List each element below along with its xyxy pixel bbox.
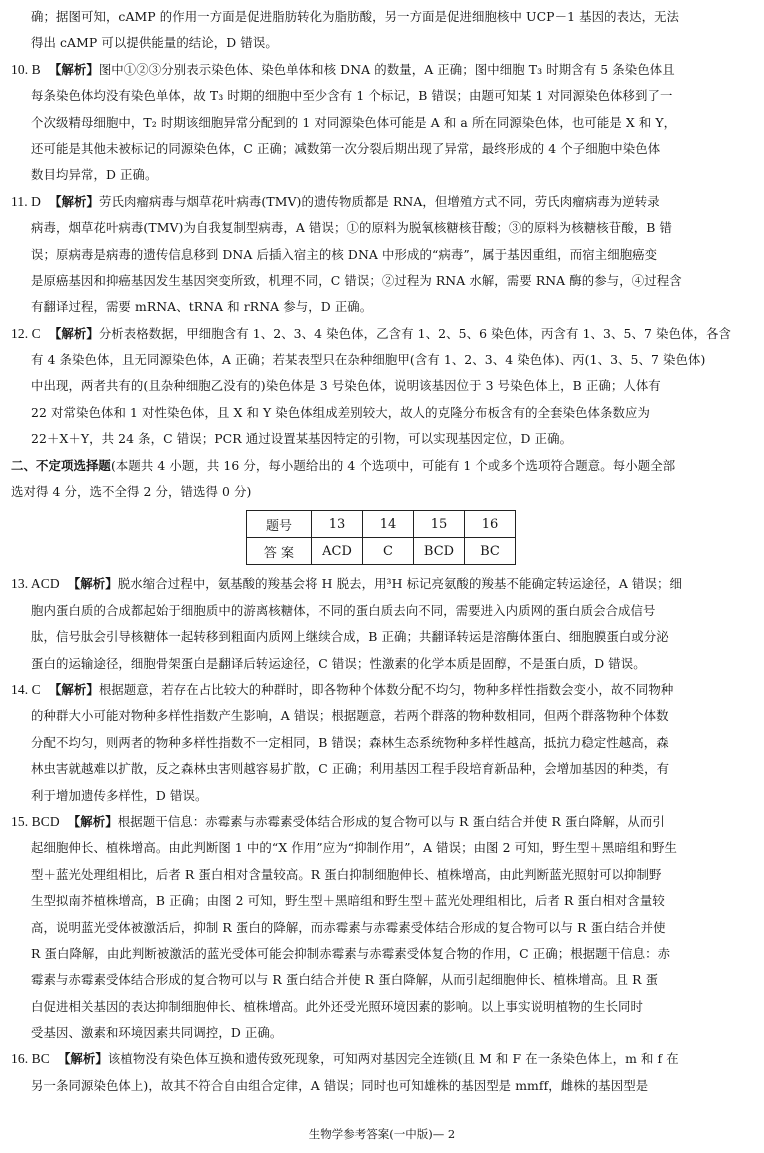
text-line bbox=[11, 373, 751, 399]
text-line bbox=[11, 1020, 751, 1046]
analysis-tag: 【解析】 bbox=[48, 61, 99, 77]
text-line bbox=[11, 453, 751, 479]
table-header-answer: 答 案 bbox=[247, 538, 312, 565]
text-line bbox=[11, 30, 751, 56]
line-text: 是原癌基因和抑癌基因发生基因突变所致，机理不同，C 错误；②过程为 RNA 水解，需要 RNA 酶的参与，④过程含 bbox=[31, 272, 682, 288]
line-text: 还可能是其他未被标记的同源染色体，C 正确；减数第一次分裂后期出现了异常，最终形成的 4 个子细胞中染色体 bbox=[31, 140, 661, 156]
table-cell-answer: ACD bbox=[312, 538, 363, 565]
line-text: 每条染色体均没有染色单体，故 T₃ 时期的细胞中至少含有 1 个标记，B 错误；由题可知某 1 对同源染色体移到了一 bbox=[31, 88, 673, 104]
text-line bbox=[11, 783, 751, 809]
text-line bbox=[11, 1046, 751, 1072]
page-footer: 生物学参考答案(一中版)— 2 bbox=[308, 1127, 456, 1141]
question-number: 13. ACD bbox=[11, 576, 60, 592]
text-line bbox=[11, 242, 751, 268]
text-line bbox=[11, 4, 751, 30]
line-text: 根据题干信息：赤霉素与赤霉素受体结合形成的复合物可以与 R 蛋白结合并使 R 蛋白降解，从而引 bbox=[117, 813, 665, 829]
text-line bbox=[11, 162, 751, 188]
table-cell-question: 15 bbox=[414, 511, 465, 538]
line-text: 该植物没有染色体互换和遗传致死现象，可知两对基因完全连锁(且 M 和 F 在一条染色体上，m 和 f 在 bbox=[107, 1051, 679, 1067]
line-text: 数目均异常，D 正确。 bbox=[31, 167, 158, 183]
table-cell-answer: BCD bbox=[414, 538, 465, 565]
text-line bbox=[11, 835, 751, 861]
line-text: 劳氏肉瘤病毒与烟草花叶病毒(TMV)的遗传物质都是 RNA，但增殖方式不同，劳氏肉瘤病毒为逆转录 bbox=[99, 193, 660, 209]
text-line bbox=[11, 110, 751, 136]
table-cell-question: 14 bbox=[363, 511, 414, 538]
answer-key-page bbox=[11, 4, 751, 1099]
line-text: 型＋蓝光处理组相比，后者 R 蛋白相对含量较高。R 蛋白抑制细胞伸长、植株增高，由此判断蓝光照射可以抑制野 bbox=[31, 866, 662, 882]
line-text: 的种群大小可能对物种多样性指数产生影响，A 错误；根据题意，若两个群落的物种数相同，但两个群落物种个体数 bbox=[31, 708, 669, 724]
line-text: 脱水缩合过程中，氨基酸的羧基会将 H 脱去，用³H 标记亮氨酸的羧基不能确定转运途径，A 错误；细 bbox=[117, 576, 682, 592]
line-text: 22 对常染色体和 1 对性染色体，且 X 和 Y 染色体组成差别较大，故人的克隆分布板含有的全套染色体条数应为 bbox=[31, 404, 651, 420]
analysis-tag: 【解析】 bbox=[48, 681, 99, 697]
text-line bbox=[11, 703, 751, 729]
analysis-tag: 【解析】 bbox=[57, 1051, 108, 1067]
line-text: 高，说明蓝光受体被激活后，抑制 R 蛋白的降解，而赤霉素与赤霉素受体结合形成的复合物可以与 R 蛋白结合并使 bbox=[31, 919, 666, 935]
explanation-block-1 bbox=[11, 4, 751, 505]
line-text: 个次级精母细胞中，T₂ 时期该细胞异常分配到的 1 对同源染色体可能是 A 和 a 所在同源染色体，也可能是 X 和 Y， bbox=[31, 114, 677, 130]
line-text: 白促进相关基因的表达抑制细胞伸长、植株增高。此外还受光照环境因素的影响。以上事实说明植物的生长同时 bbox=[31, 998, 644, 1014]
line-text: 图中①②③分别表示染色体、染色单体和核 DNA 的数量，A 正确；图中细胞 T₃ 时期含有 5 条染色体且 bbox=[98, 61, 675, 77]
line-text: 肽，信号肽会引导核糖体一起转移到粗面内质网上继续合成，B 正确；共翻译转运是溶酶体蛋白、细胞膜蛋白或分泌 bbox=[31, 629, 669, 645]
table-header-question-number: 题号 bbox=[247, 511, 312, 538]
line-text: 得出 cAMP 可以提供能量的结论，D 错误。 bbox=[31, 35, 278, 51]
line-text: 利于增加遗传多样性，D 错误。 bbox=[31, 787, 208, 803]
line-text: 确；据图可知，cAMP 的作用一方面是促进脂肪转化为脂肪酸，另一方面是促进细胞核中 UCP－1 基因的表达，无法 bbox=[31, 9, 680, 24]
line-text: 选对得 4 分，选不全得 2 分，错选得 0 分) bbox=[11, 484, 252, 500]
text-line bbox=[11, 189, 751, 215]
question-number: 10. B bbox=[11, 61, 41, 77]
table-cell-question: 13 bbox=[312, 511, 363, 538]
text-line bbox=[11, 915, 751, 941]
line-text: 胞内蛋白质的合成都起始于细胞质中的游离核糖体，不同的蛋白质去向不同，需要进入内质网的蛋白质会合成信号 bbox=[31, 602, 656, 618]
text-line bbox=[11, 1073, 751, 1099]
line-text: 生型拟南芥植株增高，B 正确；由图 2 可知，野生型＋黑暗组和野生型＋蓝光处理组相比，后者 R 蛋白相对含量较 bbox=[31, 893, 665, 909]
text-line bbox=[11, 809, 751, 835]
text-line bbox=[11, 994, 751, 1020]
line-text: (本题共 4 小题，共 16 分，每小题给出的 4 个选项中，可能有 1 个或多个选项符合题意。每小题全部 bbox=[110, 457, 676, 473]
text-line bbox=[11, 756, 751, 782]
table-cell-answer: C bbox=[363, 538, 414, 565]
line-text: 分析表格数据，甲细胞含有 1、2、3、4 染色体，乙含有 1、2、5、6 染色体，丙含有 1、3、5、7 染色体，各含 bbox=[98, 325, 731, 341]
text-line bbox=[11, 83, 751, 109]
analysis-tag: 【解析】 bbox=[49, 193, 100, 209]
text-line bbox=[11, 426, 751, 452]
answer-table-answer-row bbox=[247, 538, 516, 565]
section-heading: 二、不定项选择题 bbox=[11, 457, 111, 473]
text-line bbox=[11, 941, 751, 967]
question-number: 11. D bbox=[11, 193, 41, 209]
text-line bbox=[11, 268, 751, 294]
line-text: 林虫害就越难以扩散，反之森林虫害则越容易扩散，C 正确；利用基因工程手段培育新品种，会增加基因的种类，有 bbox=[31, 761, 670, 777]
line-text: 22＋X＋Y，共 24 条，C 错误；PCR 通过设置某基因特定的引物，可以实现基因定位，D 正确。 bbox=[31, 431, 573, 447]
text-line bbox=[11, 862, 751, 888]
line-text: R 蛋白降解，由此判断被激活的蓝光受体可能会抑制赤霉素与赤霉素受体复合物的作用，C 正确；根据题干信息：赤 bbox=[31, 945, 671, 961]
text-line bbox=[11, 215, 751, 241]
line-text: 误；原病毒是病毒的遗传信息移到 DNA 后插入宿主的核 DNA 中形成的“病毒”，属于基因重组，而宿主细胞癌变 bbox=[31, 246, 658, 262]
text-line bbox=[11, 479, 751, 505]
text-line bbox=[11, 347, 751, 373]
line-text: 根据题意，若存在占比较大的种群时，即各物种个体数分配不均匀，物种多样性指数会变小，故不同物种 bbox=[98, 681, 674, 697]
line-text: 起细胞伸长、植株增高。由此判断图 1 中的“X 作用”应为“抑制作用”，A 错误；由图 2 可知，野生型＋黑暗组和野生 bbox=[31, 840, 677, 856]
line-text: 分配不均匀，则两者的物种多样性指数不一定相同，B 错误；森林生态系统物种多样性越高，抵抗力稳定性越高，森 bbox=[31, 734, 669, 750]
text-line bbox=[11, 624, 751, 650]
line-text: 中出现，两者共有的(且杂种细胞乙没有的)染色体是 3 号染色体，说明该基因位于 3 号染色体上，B 正确；人体有 bbox=[31, 378, 661, 394]
line-text: 蛋白的运输途径，细胞骨架蛋白是翻译后转运途径，C 错误；性激素的化学本质是固醇，不是蛋白质，D 错误。 bbox=[31, 655, 646, 671]
analysis-tag: 【解析】 bbox=[48, 325, 99, 341]
text-line bbox=[11, 730, 751, 756]
line-text: 病毒，烟草花叶病毒(TMV)为自我复制型病毒，A 错误；①的原料为脱氧核糖核苷酸；③的原料为核糖核苷酸，B 错 bbox=[31, 220, 672, 236]
table-cell-answer: BC bbox=[465, 538, 516, 565]
question-number: 16. BC bbox=[11, 1051, 50, 1067]
answer-table-question-row bbox=[247, 511, 516, 538]
answer-table bbox=[246, 510, 516, 565]
analysis-tag: 【解析】 bbox=[67, 813, 118, 829]
text-line bbox=[11, 888, 751, 914]
text-line bbox=[11, 57, 751, 83]
question-number: 12. C bbox=[11, 325, 41, 341]
text-line bbox=[11, 321, 751, 347]
table-cell-question: 16 bbox=[465, 511, 516, 538]
line-text: 受基因、激素和环境因素共同调控，D 正确。 bbox=[31, 1025, 283, 1041]
text-line bbox=[11, 294, 751, 320]
text-line bbox=[11, 651, 751, 677]
line-text: 有翻译过程，需要 mRNA、tRNA 和 rRNA 参与，D 正确。 bbox=[31, 299, 373, 315]
question-number: 15. BCD bbox=[11, 813, 60, 829]
text-line bbox=[11, 571, 751, 597]
line-text: 另一条同源染色体上)，故其不符合自由组合定律，A 错误；同时也可知雄株的基因型是 mmff，雌株的基因型是 bbox=[31, 1077, 649, 1093]
text-line bbox=[11, 400, 751, 426]
text-line bbox=[11, 136, 751, 162]
text-line bbox=[11, 967, 751, 993]
analysis-tag: 【解析】 bbox=[67, 576, 118, 592]
text-line bbox=[11, 598, 751, 624]
line-text: 霉素与赤霉素受体结合形成的复合物可以与 R 蛋白结合并使 R 蛋白降解，从而引起细胞伸长、植株增高。且 R 蛋 bbox=[31, 972, 659, 988]
line-text: 有 4 条染色体，且无同源染色体，A 正确；若某表型只在杂种细胞甲(含有 1、2、3、4 染色体)、丙(1、3、5、7 染色体) bbox=[31, 352, 706, 368]
question-number: 14. C bbox=[11, 681, 41, 697]
explanation-block-2 bbox=[11, 571, 751, 1099]
text-line bbox=[11, 677, 751, 703]
